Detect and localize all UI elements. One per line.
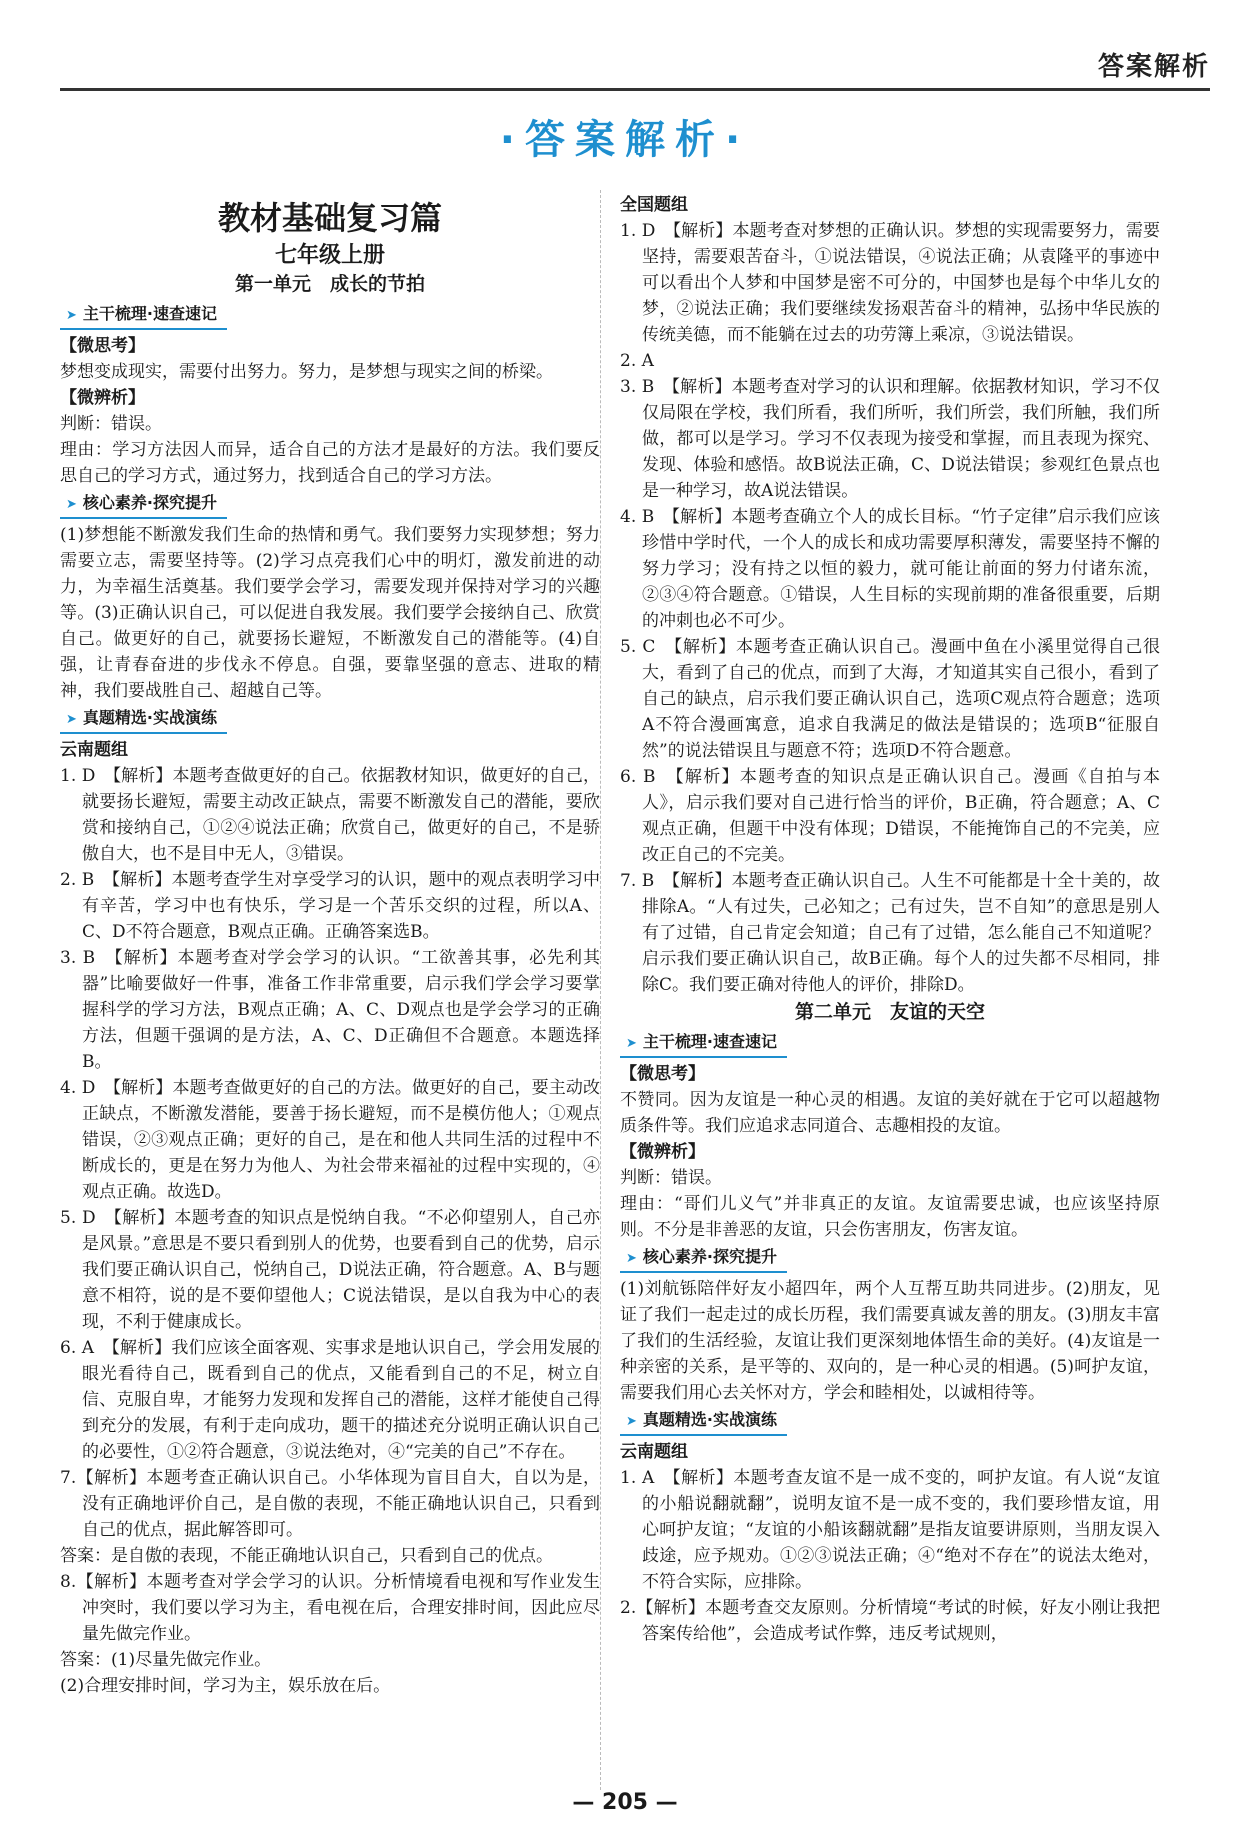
page-number: — 205 — (572, 1790, 678, 1815)
answer-item: 3. B 【解析】本题考查对学会学习的认识。“工欲善其事，必先利其器”比喻要做好一件事，准备工作非常重要，启示我们学会学习要掌握科学的学习方法，B观点正确；A、C、D观点也是学会学习的正确方法，但题干强调的是方法，A、C、D正确但不合题意。本题选择B。 (60, 948, 600, 1072)
right-column (620, 192, 1160, 1647)
section-heading-label: 主干梳理·速查速记 (82, 304, 217, 323)
answer-item: 2. B 【解析】本题考查学生对享受学习的认识，题中的观点表明学习中有辛苦，学习中也有快乐，学习是一个苦乐交织的过程，所以A、C、D不符合题意，B观点正确。正确答案选B。 (60, 870, 600, 942)
section-heading-label: 真题精选·实战演练 (642, 1410, 777, 1429)
section-heading-label: 真题精选·实战演练 (82, 708, 217, 727)
answer-item: 2. A (620, 351, 654, 371)
group-heading: 云南题组 (60, 740, 128, 760)
section-heading-label: 主干梳理·速查速记 (642, 1032, 777, 1051)
paragraph: 不赞同。因为友谊是一种心灵的相遇。友谊的美好就在于它可以超越物质条件等。我们应追求志同道合、志趣相投的友谊。 (620, 1090, 1160, 1136)
book-title: 教材基础复习篇 (217, 199, 442, 237)
column-divider (600, 190, 601, 1790)
answer-item: 7.【解析】本题考查正确认识自己。小华体现为盲目自大，自以为是，没有正确地评价自己，是自傲的表现，不能正确地认识自己，只看到自己的优点，据此解答即可。 (60, 1468, 600, 1540)
sub-heading: 【微思考】 (60, 336, 145, 356)
chevron-right-icon: ➤ (66, 497, 77, 512)
answer-item: 5. C 【解析】本题考查正确认识自己。漫画中鱼在小溪里觉得自己很大，看到了自己的优点，而到了大海，才知道其实自己很小，看到了自己的缺点，启示我们要正确认识自己，选项C观点符合题意；选项A不符合漫画寓意，追求自我满足的做法是错误的；选项B“征服自然”的说法错误且与题意不符；选项D不符合题意。 (620, 637, 1160, 761)
paragraph: (1)刘航铄陪伴好友小超四年，两个人互帮互助共同进步。(2)朋友，见证了我们一起走过的成长历程，我们需要真诚友善的朋友。(3)朋友丰富了我们的生活经验，友谊让我们更深刻地体悟生命的美好。(4)友谊是一种亲密的关系，是平等的、双向的，是一种心灵的相遇。(5)呵护友谊，需要我们用心去关怀对方，学会和睦相处，以诚相待等。 (620, 1279, 1160, 1403)
judgement: 判断：错误。 (620, 1168, 722, 1188)
paragraph: 梦想变成现实，需要付出努力。努力，是梦想与现实之间的桥梁。 (60, 362, 553, 382)
answer-item: 3. B 【解析】本题考查对学习的认识和理解。依据教材知识，学习不仅仅局限在学校，我们所看，我们所听，我们所尝，我们所触，我们所做，都可以是学习。学习不仅表现为接受和掌握，而且表现为探究、发现、体验和感悟。故B说法正确，C、D说法错误；参观红色景点也是一种学习，故A说法错误。 (620, 377, 1160, 501)
answer-item: 1. D 【解析】本题考查对梦想的正确认识。梦想的实现需要努力，需要坚持，需要艰苦奋斗，①说法错误，④说法正确；从袁隆平的事迹中可以看出个人梦和中国梦是密不可分的，中国梦也是每个中华儿女的梦，②说法正确；我们要继续发扬艰苦奋斗的精神，弘扬中华民族的传统美德，而不能躺在过去的功劳簿上乘凉，③说法错误。 (620, 221, 1160, 345)
left-column (60, 190, 600, 1699)
answer-item: 2.【解析】本题考查交友原则。分析情境“考试的时候，好友小刚让我把答案传给他”，会造成考试作弊，违反考试规则， (620, 1598, 1160, 1644)
section-heading (60, 302, 227, 330)
chevron-right-icon: ➤ (626, 1251, 637, 1266)
judgement: 判断：错误。 (60, 414, 162, 434)
sub-heading: 【微辨析】 (60, 388, 145, 408)
group-heading: 云南题组 (620, 1442, 688, 1462)
paragraph: (1)梦想能不断激发我们生命的热情和勇气。我们要努力实现梦想；努力需要立志，需要坚持等。(2)学习点亮我们心中的明灯，激发前进的动力，为幸福生活奠基。我们要学会学习，需要发现并保持对学习的兴趣等。(3)正确认识自己，可以促进自我发展。我们要学会接纳自己、欣赏自己。做更好的自己，就要扬长避短，不断激发自己的潜能等。(4)自强，让青春奋进的步伐永不停息。自强，要靠坚强的意志、进取的精神，我们要战胜自己、超越自己等。 (60, 525, 600, 701)
answer-item: 6. A 【解析】我们应该全面客观、实事求是地认识自己，学会用发展的眼光看待自己，既看到自己的优点，又能看到自己的不足，树立自信、克服自卑，才能努力发现和发挥自己的潜能，这样才能使自己得到充分的发展，有利于走向成功，题干的描述充分说明正确认识自己的必要性，①②符合题意，③说法绝对，④“完美的自己”不存在。 (60, 1338, 600, 1462)
answer-item: 5. D 【解析】本题考查的知识点是悦纳自我。“不必仰望别人，自己亦是风景。”意思是不要只看到别人的优势，也要看到自己的优势，启示我们要正确认识自己，悦纳自己，D说法正确，符合题意。A、B与题意不相符，说的是不要仰望他人；C说法错误，是以自我为中心的表现，不利于健康成长。 (60, 1208, 600, 1332)
running-header: 答案解析 (1097, 52, 1210, 82)
section-heading (60, 491, 227, 519)
answer-item: 1. A 【解析】本题考查友谊不是一成不变的，呵护友谊。有人说“友谊的小船说翻就翻”，说明友谊不是一成不变的，我们要珍惜友谊，用心呵护友谊；“友谊的小船该翻就翻”是指友谊要讲原则，当朋友误入歧途，应予规劝。①②③说法正确；④“绝对不存在”的说法太绝对，不符合实际，应排除。 (620, 1468, 1160, 1592)
answer-text: 答案：(1)尽量先做完作业。 (60, 1650, 272, 1670)
chevron-right-icon: ➤ (626, 1036, 637, 1051)
section-heading-label: 核心素养·探究提升 (642, 1247, 777, 1266)
group-heading: 全国题组 (620, 195, 688, 215)
unit-title: 第二单元 友谊的天空 (794, 1001, 985, 1023)
answer-item: 4. B 【解析】本题考查确立个人的成长目标。“竹子定律”启示我们应该珍惜中学时代，一个人的成长和成功需要厚积薄发，需要坚持不懈的努力学习；没有持之以恒的毅力，就可能让前面的努力付诸东流，②③④符合题意。①错误，人生目标的实现前期的准备很重要，后期的冲刺也必不可少。 (620, 507, 1160, 631)
sub-heading: 【微辨析】 (620, 1142, 705, 1162)
section-heading (620, 1245, 787, 1273)
chevron-right-icon: ➤ (626, 1414, 637, 1429)
sub-heading: 【微思考】 (620, 1064, 705, 1084)
section-heading (60, 706, 227, 734)
header-rule (60, 88, 1210, 91)
section-heading (620, 1408, 787, 1436)
answer-item: 7. B 【解析】本题考查正确认识自己。人生不可能都是十全十美的，故排除A。“人有过失，己必知之；己有过失，岂不自知”的意思是别人有了过错，自己肯定会知道；自己有了过错，怎么能自己不知道呢？启示我们要正确认识自己，故B正确。每个人的过失都不尽相同，排除C。我们要正确对待他人的评价，排除D。 (620, 871, 1160, 995)
section-heading-label: 核心素养·探究提升 (82, 493, 217, 512)
unit-title: 第一单元 成长的节拍 (234, 273, 425, 295)
answer-item: 8.【解析】本题考查对学会学习的认识。分析情境看电视和写作业发生冲突时，我们要以学习为主，看电视在后，合理安排时间，因此应尽量先做完作业。 (60, 1572, 600, 1644)
reason: 理由：学习方法因人而异，适合自己的方法才是最好的方法。我们要反思自己的学习方式，通过努力，找到适合自己的学习方法。 (60, 440, 600, 486)
answer-item: 4. D 【解析】本题考查做更好的自己的方法。做更好的自己，要主动改正缺点，不断激发潜能，要善于扬长避短，而不是模仿他人；①观点错误，②③观点正确；更好的自己，是在和他人共同生活的过程中不断成长的，更是在努力为他人、为社会带来福祉的过程中实现的，④观点正确。故选D。 (60, 1078, 600, 1202)
section-heading (620, 1030, 787, 1058)
page-title: ·答案解析· (499, 117, 751, 163)
answer-text: (2)合理安排时间，学习为主，娱乐放在后。 (60, 1676, 391, 1696)
answer-item: 6. B 【解析】本题考查的知识点是正确认识自己。漫画《自拍与本人》，启示我们要对自己进行恰当的评价，B正确，符合题意；A、C观点正确，但题干中没有体现；D错误，不能掩饰自己的不完美，应改正自己的不完美。 (620, 767, 1160, 865)
answer-text: 答案：是自傲的表现，不能正确地认识自己，只看到自己的优点。 (60, 1546, 553, 1566)
chevron-right-icon: ➤ (66, 308, 77, 323)
grade-title: 七年级上册 (274, 242, 385, 268)
answer-item: 1. D 【解析】本题考查做更好的自己。依据教材知识，做更好的自己，就要扬长避短，需要主动改正缺点，需要不断激发自己的潜能，要欣赏和接纳自己，①②④说法正确；欣赏自己，做更好的自己，不是骄傲自大，也不是目中无人，③错误。 (60, 766, 600, 864)
chevron-right-icon: ➤ (66, 712, 77, 727)
reason: 理由：“哥们儿义气”并非真正的友谊。友谊需要忠诚，也应该坚持原则。不分是非善恶的友谊，只会伤害朋友，伤害友谊。 (620, 1194, 1160, 1240)
